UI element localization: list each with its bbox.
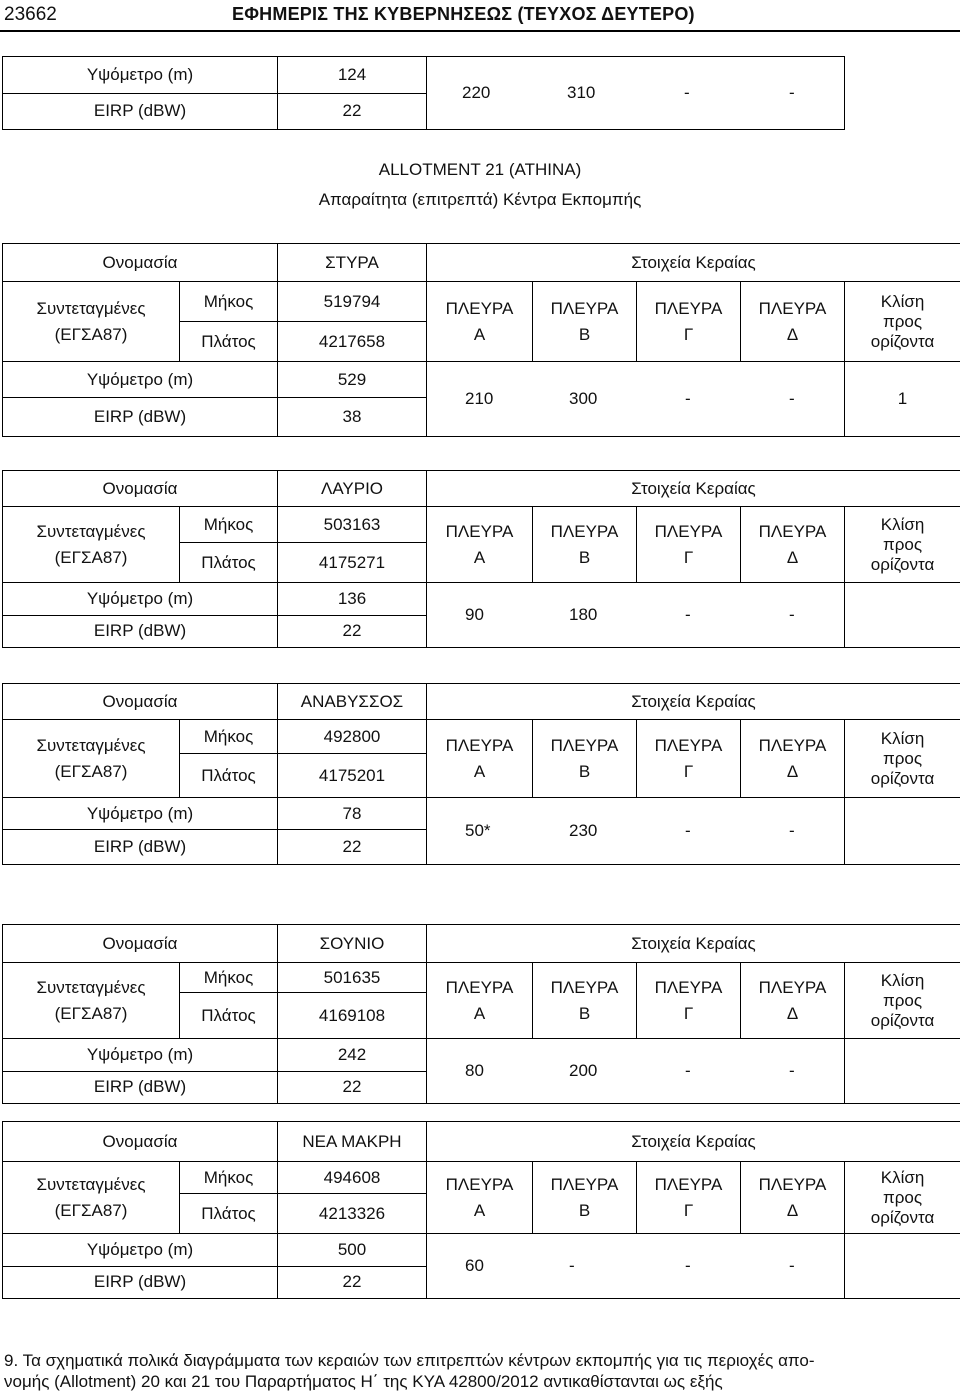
side-header: ΠΛΕΥΡΑ Α (427, 507, 533, 583)
side-header: ΠΛΕΥΡΑ Α (427, 963, 533, 1039)
altitude-value: 136 (278, 583, 427, 616)
side-header: ΠΛΕΥΡΑ Β (533, 720, 637, 798)
altitude-label: Υψόμετρο (m) (3, 57, 278, 94)
side-header: ΠΛΕΥΡΑ Α (427, 720, 533, 798)
antenna-values: 210 300 - - (427, 362, 845, 437)
side-header: ΠΛΕΥΡΑ Γ (637, 1162, 741, 1234)
tilt-header: Κλίση προς ορίζοντα (845, 507, 960, 583)
antenna-values: 50* 230 - - (427, 798, 845, 865)
longitude-label: Μήκος (180, 963, 278, 993)
eirp-value: 38 (278, 398, 427, 437)
station-table (2, 470, 960, 648)
antenna-header: Στοιχεία Κεραίας (427, 925, 960, 963)
altitude-label: Υψόμετρο (m) (3, 583, 278, 616)
station-name: ΛΑΥΡΙΟ (278, 471, 427, 507)
side-header: ΠΛΕΥΡΑ Γ (637, 282, 741, 362)
eirp-label: EIRP (dBW) (3, 615, 278, 648)
coordinates-label: Συντεταγμένες (ΕΓΣΑ87) (3, 720, 180, 798)
latitude-label: Πλάτος (180, 754, 278, 798)
tilt-header: Κλίση προς ορίζοντα (845, 1162, 960, 1234)
eirp-label: EIRP (dBW) (3, 1266, 278, 1299)
tilt-header: Κλίση προς ορίζοντα (845, 282, 960, 362)
tilt-value: 1 (845, 362, 960, 437)
longitude-value: 519794 (278, 282, 427, 322)
station-table (2, 1121, 960, 1299)
eirp-value: 22 (278, 1071, 427, 1104)
latitude-value: 4169108 (278, 993, 427, 1039)
latitude-label: Πλάτος (180, 322, 278, 362)
altitude-value: 78 (278, 798, 427, 830)
antenna-values: 60 - - - (427, 1234, 845, 1299)
altitude-value: 124 (278, 57, 427, 94)
station-name: ΝΕΑ ΜΑΚΡΗ (278, 1122, 427, 1162)
latitude-value: 4175271 (278, 543, 427, 583)
side-header: ΠΛΕΥΡΑ Α (427, 282, 533, 362)
page-header (0, 0, 960, 32)
tilt-value (845, 1039, 960, 1104)
tilt-value (845, 1234, 960, 1299)
name-label: Ονομασία (3, 471, 278, 507)
side-header: ΠΛΕΥΡΑ Γ (637, 963, 741, 1039)
station-table (2, 243, 960, 437)
antenna-values: 220 310 - - (427, 57, 845, 130)
altitude-label: Υψόμετρο (m) (3, 362, 278, 398)
gazette-title: ΕΦΗΜΕΡΙΣ ΤΗΣ ΚΥΒΕΡΝΗΣΕΩΣ (ΤΕΥΧΟΣ ΔΕΥΤΕΡΟ) (232, 4, 695, 25)
side-header: ΠΛΕΥΡΑ Β (533, 282, 637, 362)
longitude-value: 503163 (278, 507, 427, 543)
eirp-label: EIRP (dBW) (3, 830, 278, 865)
side-header: ΠΛΕΥΡΑ Δ (741, 963, 845, 1039)
side-header: ΠΛΕΥΡΑ Γ (637, 507, 741, 583)
antenna-values: 80 200 - - (427, 1039, 845, 1104)
station-table (2, 924, 960, 1104)
page-number: 23662 (4, 4, 57, 26)
latitude-label: Πλάτος (180, 1194, 278, 1234)
longitude-value: 492800 (278, 720, 427, 754)
eirp-label: EIRP (dBW) (3, 1071, 278, 1104)
eirp-value: 22 (278, 1266, 427, 1299)
tilt-header: Κλίση προς ορίζοντα (845, 963, 960, 1039)
altitude-label: Υψόμετρο (m) (3, 798, 278, 830)
altitude-label: Υψόμετρο (m) (3, 1234, 278, 1267)
tilt-header: Κλίση προς ορίζοντα (845, 720, 960, 798)
station-name: ΑΝΑΒΥΣΣΟΣ (278, 684, 427, 720)
antenna-header: Στοιχεία Κεραίας (427, 244, 960, 282)
name-label: Ονομασία (3, 684, 278, 720)
eirp-label: EIRP (dBW) (3, 398, 278, 437)
longitude-label: Μήκος (180, 720, 278, 754)
coordinates-label: Συντεταγμένες (ΕΓΣΑ87) (3, 282, 180, 362)
side-header: ΠΛΕΥΡΑ Δ (741, 1162, 845, 1234)
altitude-label: Υψόμετρο (m) (3, 1039, 278, 1072)
eirp-label: EIRP (dBW) (3, 93, 278, 130)
allotment-title: ALLOTMENT 21 (ATHINA) (0, 160, 960, 180)
side-header: ΠΛΕΥΡΑ Δ (741, 507, 845, 583)
latitude-label: Πλάτος (180, 543, 278, 583)
tilt-value (845, 798, 960, 865)
longitude-label: Μήκος (180, 282, 278, 322)
tilt-value (845, 583, 960, 648)
latitude-value: 4217658 (278, 322, 427, 362)
longitude-value: 501635 (278, 963, 427, 993)
coordinates-label: Συντεταγμένες (ΕΓΣΑ87) (3, 1162, 180, 1234)
side-header: ΠΛΕΥΡΑ Β (533, 507, 637, 583)
side-header: ΠΛΕΥΡΑ Γ (637, 720, 741, 798)
antenna-header: Στοιχεία Κεραίας (427, 471, 960, 507)
longitude-label: Μήκος (180, 1162, 278, 1194)
station-name: ΣΟΥΝΙΟ (278, 925, 427, 963)
side-header: ΠΛΕΥΡΑ Α (427, 1162, 533, 1234)
allotment-subtitle: Απαραίτητα (επιτρεπτά) Κέντρα Εκπομπής (0, 190, 960, 210)
station-table (2, 683, 960, 865)
side-header: ΠΛΕΥΡΑ Δ (741, 720, 845, 798)
latitude-label: Πλάτος (180, 993, 278, 1039)
side-header: ΠΛΕΥΡΑ Β (533, 963, 637, 1039)
antenna-values: 90 180 - - (427, 583, 845, 648)
side-header: ΠΛΕΥΡΑ Δ (741, 282, 845, 362)
top-block-table (2, 56, 845, 130)
name-label: Ονομασία (3, 1122, 278, 1162)
side-header: ΠΛΕΥΡΑ Β (533, 1162, 637, 1234)
name-label: Ονομασία (3, 244, 278, 282)
altitude-value: 242 (278, 1039, 427, 1072)
footnote: 9. Τα σχηματικά πολικά διαγράμματα των κεραιών των επιτρεπτών κέντρων εκπομπής για τις περιοχές απο- νομής (Allotment) 20 και 21 του Παραρτήματος Η΄ της ΚΥΑ 42800/2012 αντικαθίστανται ως εξής (4, 1350, 956, 1392)
altitude-value: 529 (278, 362, 427, 398)
antenna-header: Στοιχεία Κεραίας (427, 1122, 960, 1162)
name-label: Ονομασία (3, 925, 278, 963)
station-name: ΣΤΥΡΑ (278, 244, 427, 282)
altitude-value: 500 (278, 1234, 427, 1267)
eirp-value: 22 (278, 93, 427, 130)
coordinates-label: Συντεταγμένες (ΕΓΣΑ87) (3, 507, 180, 583)
longitude-label: Μήκος (180, 507, 278, 543)
latitude-value: 4175201 (278, 754, 427, 798)
latitude-value: 4213326 (278, 1194, 427, 1234)
coordinates-label: Συντεταγμένες (ΕΓΣΑ87) (3, 963, 180, 1039)
eirp-value: 22 (278, 830, 427, 865)
antenna-header: Στοιχεία Κεραίας (427, 684, 960, 720)
eirp-value: 22 (278, 615, 427, 648)
longitude-value: 494608 (278, 1162, 427, 1194)
